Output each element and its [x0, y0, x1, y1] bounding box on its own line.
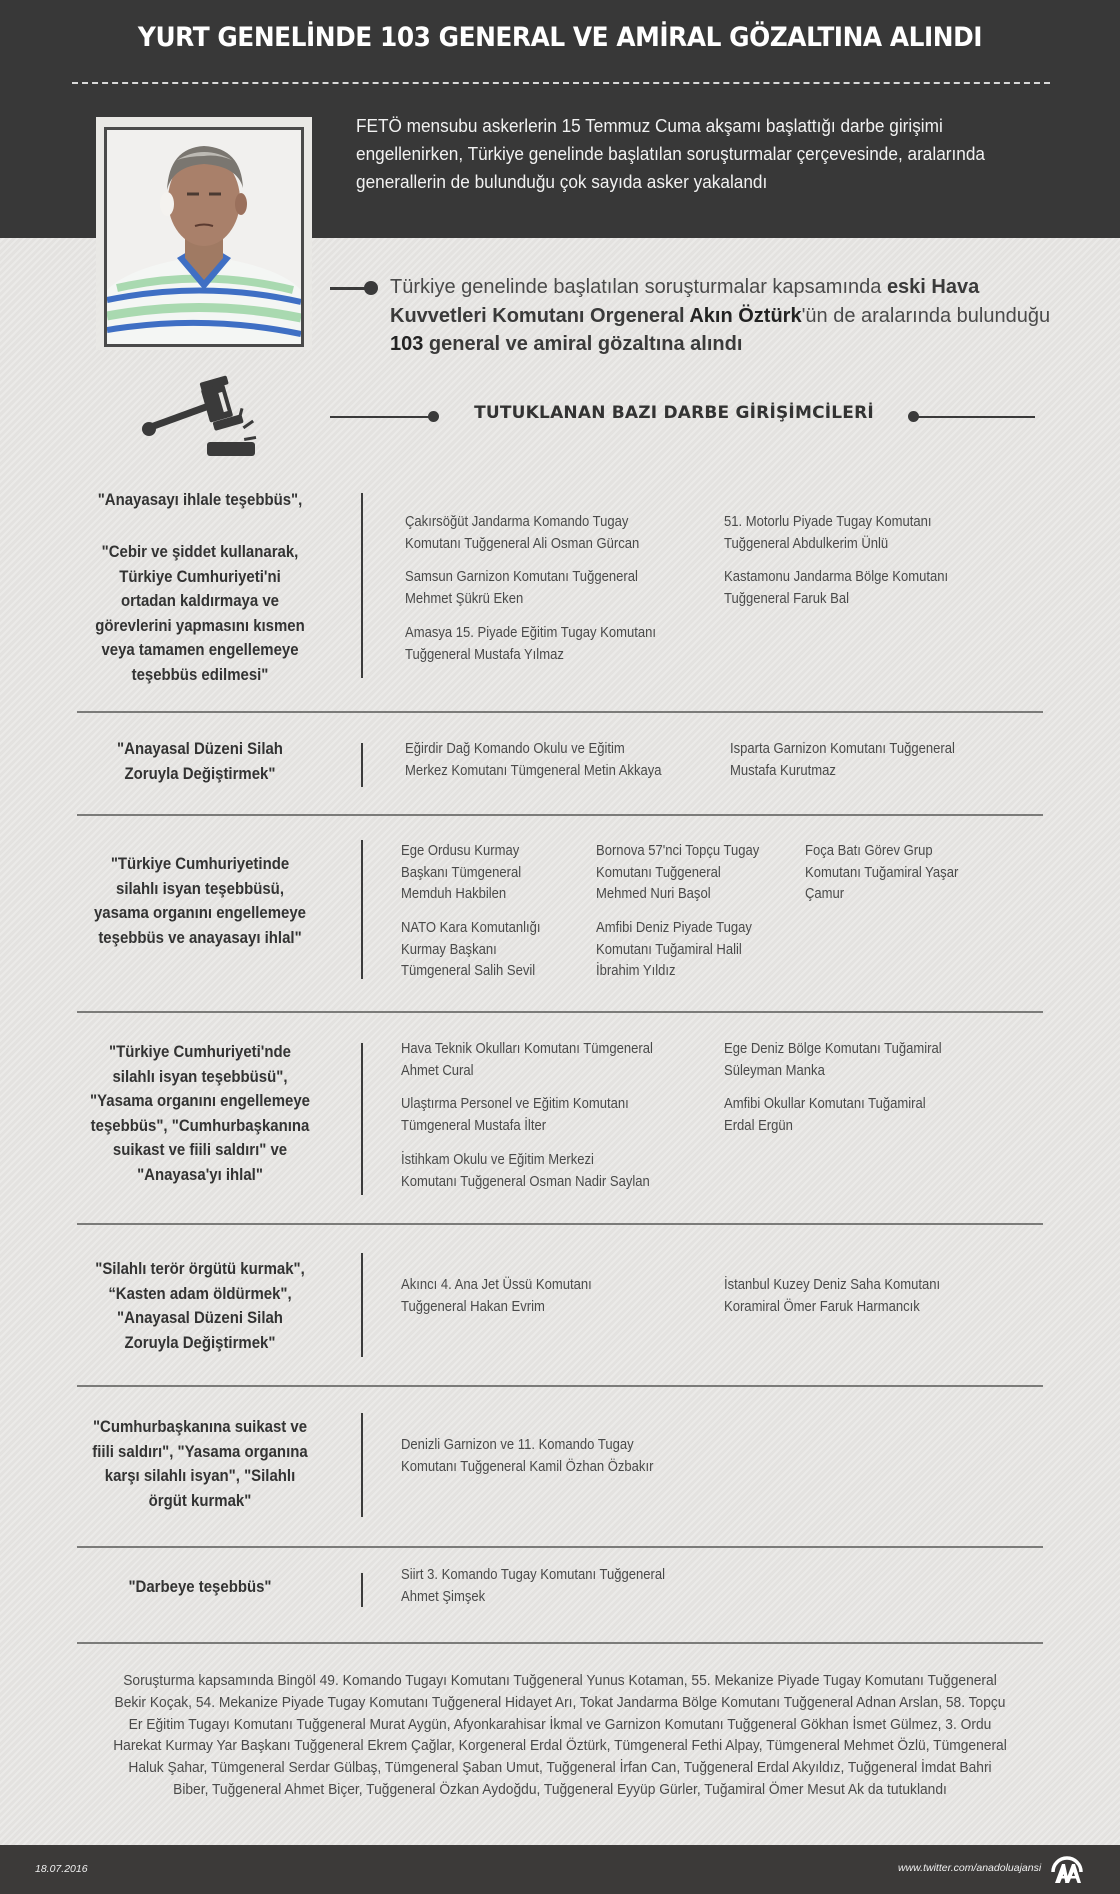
person-entry: Eğirdir Dağ Komando Okulu ve Eğitim Merkez Komutanı Tümgeneral Metin Akkaya	[405, 740, 662, 779]
person-entry: NATO Kara Komutanlığı Kurmay Başkanı Tümgeneral Salih Sevil	[401, 919, 541, 979]
portrait-photo	[104, 127, 304, 347]
person-entry: Bornova 57'nci Topçu Tugay Komutanı Tuğgeneral Mehmed Nuri Başol	[596, 842, 760, 902]
vertical-divider	[361, 1413, 363, 1517]
charge-text: "Anayasayı ihlale teşebbüs",	[97, 490, 303, 509]
person-entry: İstanbul Kuzey Deniz Saha Komutanı Koramiral Ömer Faruk Harmancık	[724, 1276, 941, 1315]
vertical-divider	[361, 840, 363, 979]
bullet-line	[330, 287, 368, 290]
charge-row	[60, 485, 1060, 710]
vertical-divider	[361, 743, 363, 787]
person-entry: Kastamonu Jandarma Bölge Komutanı Tuğgeneral Faruk Bal	[724, 568, 949, 607]
charge-text: "Cebir ve şiddet kullanarak, Türkiye Cumhuriyeti'ni ortadan kaldırmaya ve görevlerini yapmasını kısmen veya tamamen engellemeye teşebbüs edilmesi"	[95, 542, 305, 684]
person-entry: Amasya 15. Piyade Eğitim Tugay Komutanı Tuğgeneral Mustafa Yılmaz	[405, 624, 656, 663]
bullet-dot-icon	[364, 281, 378, 295]
charge-text: "Cumhurbaşkanına suikast ve fiili saldırı", "Yasama organına karşı silahlı isyan", "Silahlı örgüt kurmak"	[92, 1417, 308, 1510]
subtitle-text: Türkiye genelinde başlatılan soruşturmalar kapsamında	[390, 276, 887, 298]
subtitle-text: 'ün de aralarında bulunduğu	[801, 304, 1051, 327]
charge-text: "Silahlı terör örgütü kurmak", “Kasten adam öldürmek", "Anayasal Düzeni Silah Zoruyla Değiştirmek"	[95, 1259, 305, 1352]
section-line-right	[917, 416, 1035, 418]
vertical-divider	[361, 493, 363, 678]
section-dot-left-icon	[428, 411, 439, 422]
charge-text: "Darbeye teşebbüs"	[128, 1577, 272, 1596]
person-entry: Hava Teknik Okulları Komutanı Tümgeneral Ahmet Cural	[401, 1040, 653, 1079]
footer-date: 18.07.2016	[35, 1863, 88, 1875]
charge-row	[60, 1225, 1060, 1385]
person-entry: Çakırsöğüt Jandarma Komando Tugay Komutanı Tuğgeneral Ali Osman Gürcan	[405, 513, 640, 552]
person-entry: Isparta Garnizon Komutanı Tuğgeneral Mustafa Kurutmaz	[730, 740, 955, 779]
person-entry: Ulaştırma Personel ve Eğitim Komutanı Tümgeneral Mustafa İlter	[401, 1095, 629, 1134]
anadolu-agency-logo-icon	[1050, 1850, 1084, 1884]
summary-subtitle	[390, 273, 1070, 359]
vertical-divider	[361, 1253, 363, 1357]
dashed-divider	[72, 82, 1050, 84]
charge-text: "Anayasal Düzeni Silah Zoruyla Değiştirmek"	[117, 739, 283, 783]
person-entry: Akıncı 4. Ana Jet Üssü Komutanı Tuğgeneral Hakan Evrim	[401, 1276, 592, 1315]
person-entry: Siirt 3. Komando Tugay Komutanı Tuğgeneral Ahmet Şimşek	[401, 1566, 666, 1605]
charge-row	[60, 1548, 1060, 1642]
subtitle-count: 103	[390, 333, 424, 355]
charge-text: "Türkiye Cumhuriyetinde silahlı isyan teşebbüsü, yasama organını engellemeye teşebbüs ve anayasayı ihlal"	[93, 854, 307, 947]
portrait-illustration	[107, 130, 301, 344]
footer-twitter-link[interactable]: www.twitter.com/anadoluajansi	[898, 1862, 1042, 1874]
charge-text: "Türkiye Cumhuriyeti'nde silahlı isyan teşebbüsü", "Yasama organını engellemeye teşebbüs", "Cumhurbaşkanına suikast ve fiili saldırı" ve "Anayasa'yı ihlal"	[90, 1042, 310, 1184]
person-entry: 51. Motorlu Piyade Tugay Komutanı Tuğgeneral Abdulkerim Ünlü	[724, 513, 932, 552]
person-entry: Ege Ordusu Kurmay Başkanı Tümgeneral Memduh Hakbilen	[401, 842, 522, 902]
vertical-divider	[361, 1573, 363, 1607]
subtitle-text: general ve amiral gözaltına alındı	[423, 333, 743, 355]
person-entry: Amfibi Deniz Piyade Tugay Komutanı Tuğamiral Halil İbrahim Yıldız	[596, 919, 752, 979]
person-entry: Foça Batı Görev Grup Komutanı Tuğamiral Yaşar Çamur	[805, 842, 959, 902]
charge-row	[60, 713, 1060, 813]
person-entry: Denizli Garnizon ve 11. Komando Tugay Komutanı Tuğgeneral Kamil Özhan Özbakır	[401, 1436, 654, 1475]
intro-text: FETÖ mensubu askerlerin 15 Temmuz Cuma akşamı başlattığı darbe girişimi engellenirken, Türkiye genelinde başlatılan soruşturmalar çerçevesinde, aralarında generallerin de bulunduğu çok sayıda asker yakalandı	[356, 115, 985, 192]
row-separator	[77, 1642, 1043, 1644]
gavel-icon	[135, 372, 275, 462]
section-title: TUTUKLANAN BAZI DARBE GİRİŞİMCİLERİ	[474, 403, 874, 423]
section-line-left	[330, 416, 430, 418]
charge-row	[60, 1387, 1060, 1545]
vertical-divider	[361, 1043, 363, 1195]
subtitle-rank: eski Hava Kuvvetleri Komutanı Orgeneral	[390, 276, 980, 327]
charge-row	[60, 816, 1060, 1010]
person-entry: Ege Deniz Bölge Komutanı Tuğamiral Süleyman Manka	[724, 1040, 942, 1079]
charge-row	[60, 1013, 1060, 1223]
additional-arrests-text: Soruşturma kapsamında Bingöl 49. Komando Tugayı Komutanı Tuğgeneral Yunus Kotaman, 55. Mekanize Piyade Tugay Komutanı Tuğgeneral Bekir Koçak, 54. Mekanize Piyade Tugay Komutanı Tuğgeneral Hidayet Arı, Tokat Jandarma Bölge Komutanı Tuğgeneral Adnan Arslan, 58. Topçu Er Eğitim Tugayı Komutanı Tuğgeneral Murat Aygün, Afyonkarahisar İkmal ve Garnizon Komutanı Tuğgeneral Gökhan İsmet Gülmez, 3. Ordu Harekat Kurmay Yar Başkanı Tuğgeneral Ekrem Çağlar, Korgeneral Erdal Öztürk, Tümgeneral Fethi Alpay, Tümgeneral Mehmet Özlü, Tümgeneral Haluk Şahar, Tümgeneral Serdar Gülbaş, Tümgeneral Şaban Umut, Tuğgeneral İrfan Can, Tuğgeneral Erdal Akyıldız, Tuğgeneral İmdat Bahri Biber, Tuğgeneral Ahmet Biçer, Tuğgeneral Özkan Aydoğdu, Tuğgeneral Eyyüp Gürler, Tuğamiral Ömer Mesut Ak da tutuklandı	[113, 1672, 1007, 1798]
subtitle-name: Akın Öztürk	[689, 304, 802, 327]
page-title: YURT GENELİNDE 103 GENERAL VE AMİRAL GÖZALTINA ALINDI	[137, 22, 983, 53]
person-entry: Samsun Garnizon Komutanı Tuğgeneral Mehmet Şükrü Eken	[405, 568, 638, 607]
person-entry: İstihkam Okulu ve Eğitim Merkezi Komutanı Tuğgeneral Osman Nadir Saylan	[401, 1151, 650, 1190]
person-entry: Amfibi Okullar Komutanı Tuğamiral Erdal Ergün	[724, 1095, 926, 1134]
